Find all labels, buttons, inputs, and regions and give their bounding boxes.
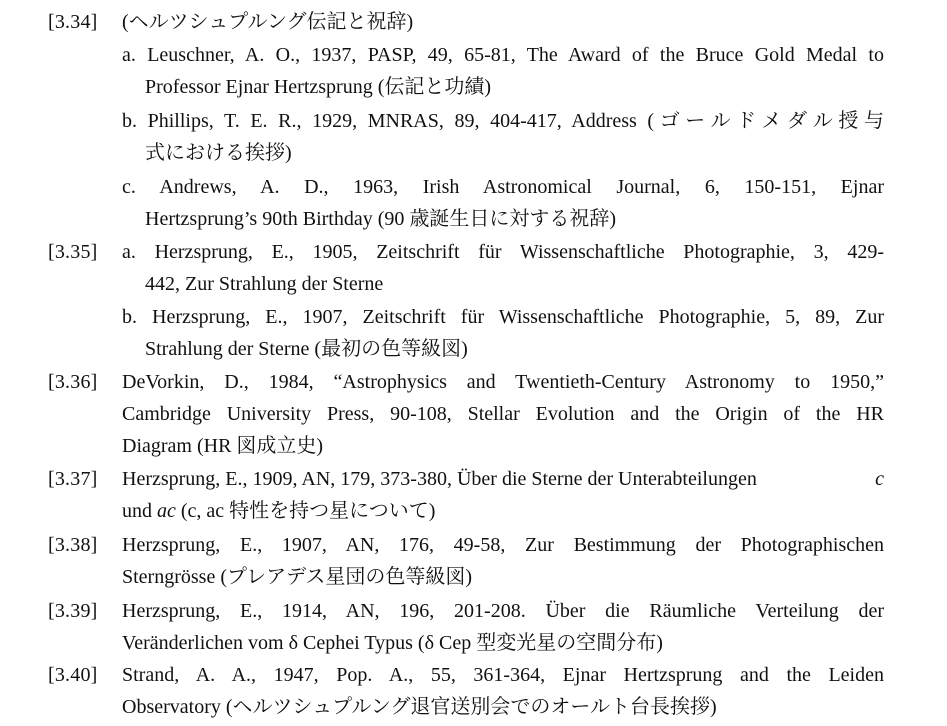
reference-3-36-line-2: Cambridge University Press, 90-108, Stellar Evolution and the Origin of the HR xyxy=(122,403,884,425)
reference-3-35-b-line-2: Strahlung der Sterne (最初の色等級図) xyxy=(145,338,468,360)
reference-3-34-a-line-2: Professor Ejnar Hertzsprung (伝記と功績) xyxy=(145,76,492,98)
reference-3-39-line-1: Herzsprung, E., 1914, AN, 196, 201-208. Über die Räumliche Verteilung der xyxy=(122,600,884,622)
reference-3-38-line-1: Herzsprung, E., 1907, AN, 176, 49-58, Zur Bestimmung der Photographischen xyxy=(122,534,884,556)
reference-3-37-italic-ac: ac xyxy=(157,500,176,522)
reference-3-36-line-3: Diagram (HR 図成立史) xyxy=(122,435,324,457)
reference-heading: (ヘルツシュプルング伝記と祝辞) xyxy=(122,11,414,33)
reference-3-37-line-2 xyxy=(122,496,884,526)
reference-3-38-line-2: Sterngrösse (プレアデス星団の色等級図) xyxy=(122,566,473,588)
reference-3-34-c-line-1: c. Andrews, A. D., 1963, Irish Astronomical Journal, 6, 150-151, Ejnar xyxy=(122,176,884,198)
reference-3-37-und: und xyxy=(122,500,152,522)
reference-3-37-line-1 xyxy=(122,464,884,494)
reference-3-39-line-2: Veränderlichen vom δ Cephei Typus (δ Cep 型変光星の空間分布) xyxy=(122,632,663,654)
reference-number: [3.34] xyxy=(48,11,98,33)
reference-3-37-text: Herzsprung, E., 1909, AN, 179, 373-380, Über die Sterne der Unterabteilungen xyxy=(122,468,757,490)
reference-3-37-note: (c, ac 特性を持つ星について) xyxy=(180,500,436,522)
reference-3-34-a-line-1: a. Leuschner, A. O., 1937, PASP, 49, 65-81, The Award of the Bruce Gold Medal to xyxy=(122,44,884,66)
reference-3-35-a-line-2: 442, Zur Strahlung der Sterne xyxy=(145,273,384,295)
reference-number: [3.39] xyxy=(48,600,98,622)
reference-number: [3.37] xyxy=(48,468,98,490)
reference-3-34-b-line-1: b. Phillips, T. E. R., 1929, MNRAS, 89, 404-417, Address (ゴールドメダル授与 xyxy=(122,110,884,132)
reference-number: [3.38] xyxy=(48,534,98,556)
reference-number: [3.40] xyxy=(48,664,98,686)
reference-3-34-c-line-2: Hertzsprung’s 90th Birthday (90 歳誕生日に対する祝辞) xyxy=(145,208,617,230)
reference-3-40-line-1: Strand, A. A., 1947, Pop. A., 55, 361-364, Ejnar Hertzsprung and the Leiden xyxy=(122,664,884,686)
reference-3-36-line-1: DeVorkin, D., 1984, “Astrophysics and Twentieth-Century Astronomy to 1950,” xyxy=(122,371,884,393)
reference-number: [3.35] xyxy=(48,241,98,263)
reference-3-40-line-2: Observatory (ヘルツシュプルング退官送別会でのオールト台長挨拶) xyxy=(122,696,717,718)
reference-3-35-a-line-1: a. Herzsprung, E., 1905, Zeitschrift für Wissenschaftliche Photographie, 3, 429- xyxy=(122,241,884,263)
reference-3-35-b-line-1: b. Herzsprung, E., 1907, Zeitschrift für Wissenschaftliche Photographie, 5, 89, Zur xyxy=(122,306,884,328)
reference-number: [3.36] xyxy=(48,371,98,393)
reference-3-34-b-line-2: 式における挨拶) xyxy=(145,142,292,164)
reference-3-37-italic-c: c xyxy=(875,468,884,490)
